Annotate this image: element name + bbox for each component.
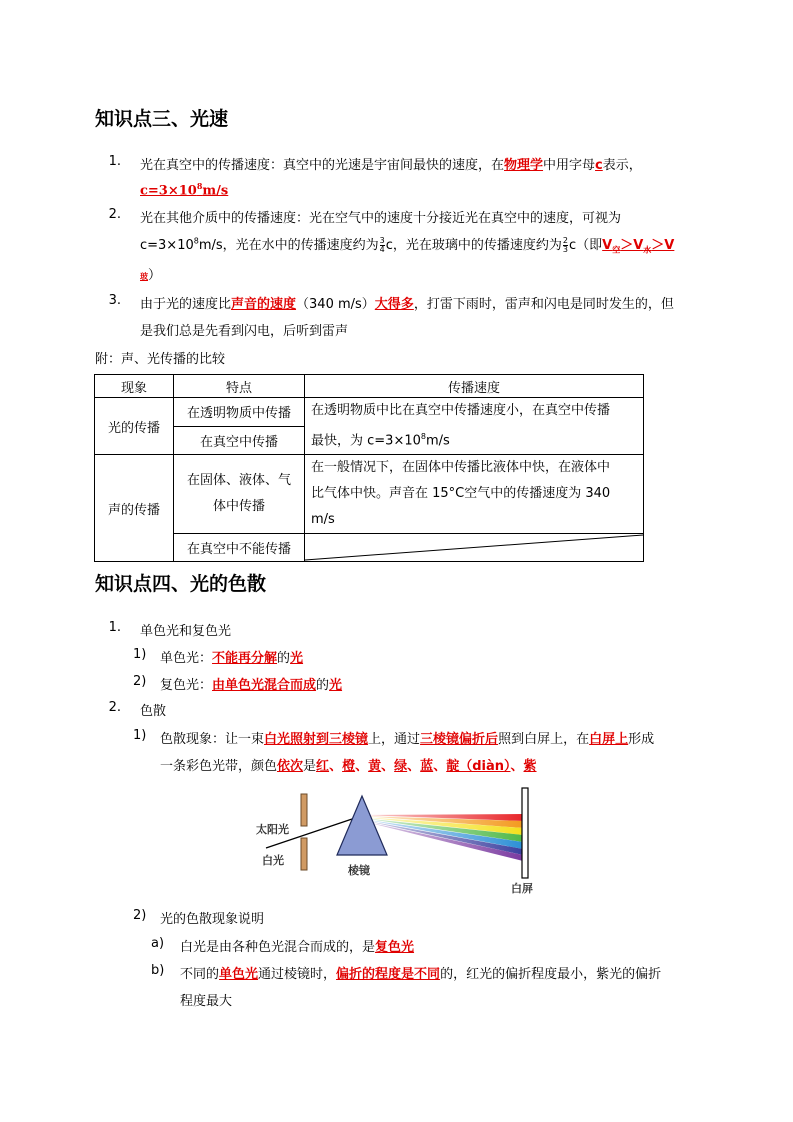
letter-c: c (595, 158, 603, 173)
sun-label: 太阳光 (256, 823, 289, 836)
sub-number: 1) (133, 728, 147, 743)
item-4-1: 单色光和复色光 (140, 624, 232, 639)
prism (337, 796, 387, 855)
table-header: 传播速度 (305, 375, 644, 398)
item-3-3-line1: 由于光的速度比声音的速度（340 m/s）大得多，打雷下雨时，雷声和闪电是同时发生的，但 (140, 297, 674, 312)
table-cell: 在透明物质中比在真空中传播速度小，在真空中传播 最快，为 $c=3\times 10^8m/s$ (305, 398, 644, 455)
physics-term: 物理学 (504, 158, 544, 173)
item-4-2-2: 光的色散现象说明 (160, 912, 265, 927)
table-cell: 在真空中传播 (174, 426, 305, 455)
light-speed-formula: $c=3\times 10^8m/s$ (140, 181, 229, 199)
table-header: 特点 (174, 375, 305, 398)
table-cell: 在固体、液体、气 体中传播 (174, 455, 305, 534)
table-cell: 在真空中不能传播 (174, 534, 305, 562)
item-number: 1. (108, 154, 121, 169)
item-4-1-1: 单色光：不能再分解的光 (160, 651, 304, 666)
white-light-label: 白光 (262, 854, 284, 867)
dispersion-diagram (240, 782, 560, 902)
table-cell-empty (305, 534, 644, 562)
white-screen (522, 788, 528, 878)
sub-number: 2) (133, 908, 147, 923)
item-4-2-2-a: 白光是由各种色光混合而成的，是复色光 (180, 940, 415, 955)
item-number: 1. (108, 620, 121, 635)
table-cell: 声的传播 (95, 455, 174, 562)
item-4-2-2-b-line1: 不同的单色光通过棱镜时，偏折的程度是不同的，红光的偏折程度最小，紫光的偏折 (180, 967, 662, 982)
item-4-2-1-line2: 一条彩色光带，颜色依次是红、橙、黄、绿、蓝、靛（diàn）、紫 (160, 759, 537, 774)
sub-sub-number: b) (151, 963, 165, 978)
item-4-2-1-line1: 色散现象：让一束白光照射到三棱镜上，通过三棱镜偏折后照到白屏上，在白屏上形成 (160, 732, 655, 747)
sub-sub-number: a) (151, 936, 165, 951)
speed-inequality: $V_空>V_水>V$ (602, 238, 675, 255)
slit-upper (301, 794, 307, 826)
table-cell: 在透明物质中传播 (174, 398, 305, 427)
section-4-title: 知识点四、光的色散 (95, 573, 267, 595)
table-caption: 附：声、光传播的比较 (95, 352, 226, 367)
prism-label: 棱镜 (348, 864, 370, 877)
section-3-title: 知识点三、光速 (95, 108, 229, 130)
fraction-glass: $\frac{2}{3}$ (562, 236, 569, 254)
item-3-2-line1: 光在其他介质中的传播速度：光在空气中的速度十分接近光在真空中的速度，可视为 (140, 211, 622, 226)
item-number: 2. (108, 207, 121, 222)
item-4-2-2-b-line2: 程度最大 (180, 994, 233, 1009)
slit-lower (301, 838, 307, 870)
fraction-water: $\frac{3}{4}$ (379, 236, 385, 254)
item-3-3-line2: 是我们总是先看到闪电，后听到雷声 (140, 324, 349, 339)
item-3-2-line2: $c=3\times 10^8m/s$，光在水中的传播速度约为 $\frac{3}{4}$ c，光在玻璃中的传播速度约为 $\frac{2}{3}$ c（即$V_空>V_水>V$ (140, 236, 675, 255)
item-number: 2. (108, 700, 121, 715)
sub-number: 1) (133, 647, 147, 662)
item-4-2: 色散 (140, 704, 167, 719)
table-header: 现象 (95, 375, 174, 398)
sub-number: 2) (133, 674, 147, 689)
item-4-1-2: 复色光：由单色光混合而成的光 (160, 678, 343, 693)
table-cell: 光的传播 (95, 398, 174, 455)
item-number: 3. (108, 293, 121, 308)
table-cell: 在一般情况下，在固体中传播比液体中快，在液体中 比气体中快。声音在 15°C空气中的传播速度为 340 m/s (305, 455, 644, 534)
comparison-table (94, 374, 644, 562)
item-3-1-line1: 光在真空中的传播速度：真空中的光速是宇宙间最快的速度，在物理学中用字母c表示， (140, 158, 642, 173)
screen-label: 白屏 (511, 882, 533, 895)
item-3-2-line3: 玻） (140, 268, 162, 283)
